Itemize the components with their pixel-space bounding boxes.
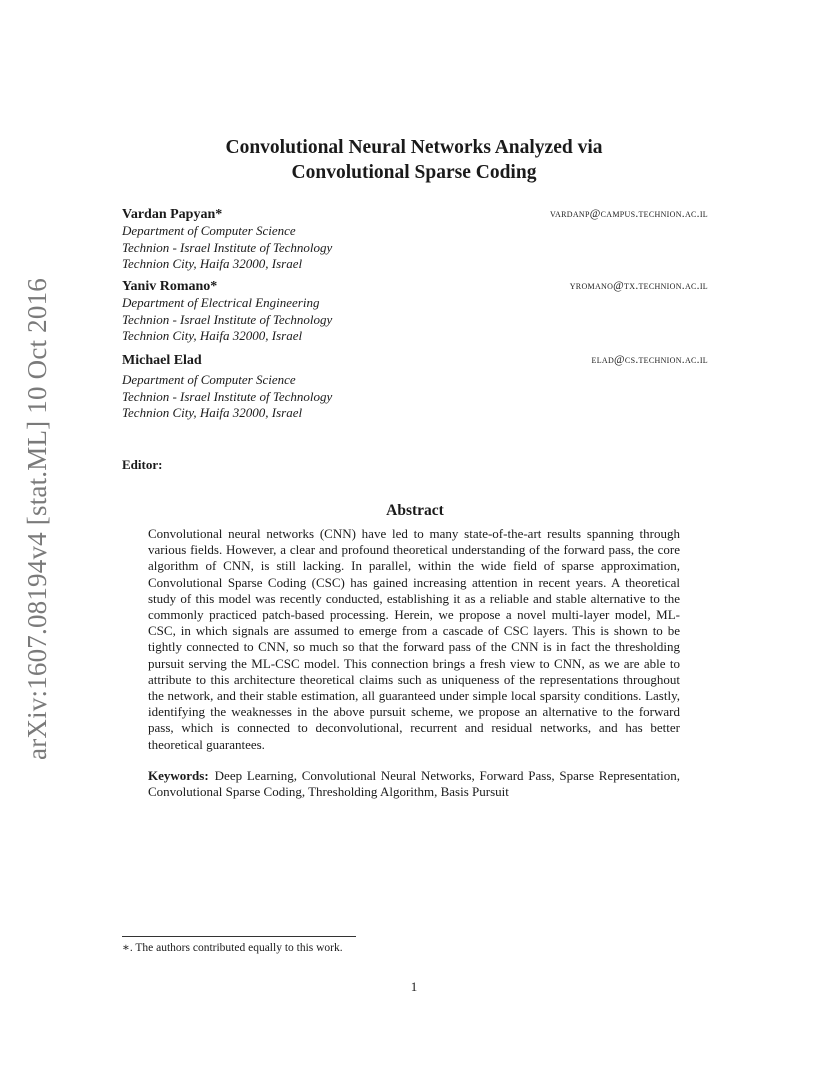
author-name: Vardan Papyan* <box>122 207 223 222</box>
author-email[interactable]: elad@cs.technion.ac.il <box>591 354 708 366</box>
author-affiliation-line: Technion - Israel Institute of Technology <box>122 239 333 255</box>
author-affiliation-line: Technion - Israel Institute of Technology <box>122 388 333 404</box>
abstract-text: Convolutional neural networks (CNN) have led to many state-of-the-art results spanning through various fields. However, a clear and profound theoretical understanding of the forward pass, the core algorithm of CNN, is still lacking. In parallel, within the wide field of sparse approximation, Convolutional Sparse Coding (CSC) has gained increasing attention in recent years. A theoretical study of this model was recently conducted, establishing it as a reliable and stable alternative to the commonly practiced patch-based processing. Herein, we propose a novel multi-layer model, ML-CSC, in which signals are assumed to emerge from a cascade of CSC layers. This is shown to be tightly connected to CNN, so much so that the forward pass of the CNN is in fact the thresholding pursuit serving the ML-CSC model. This connection brings a fresh view to CNN, as we are able to attribute to this architecture theoretical claims such as uniqueness of the representations throughout the network, and their stable estimation, all guaranteed under simple local sparsity conditions. Lastly, identifying the weaknesses in the above pursuit scheme, we propose an alternative to the forward pass, which is connected to deconvolutional, recurrent and residual networks, and has better theoretical guarantees. <box>148 526 680 752</box>
author-affiliation-line: Department of Computer Science <box>122 223 296 238</box>
footnote-rule <box>122 936 356 937</box>
title-line-1: Convolutional Neural Networks Analyzed via <box>225 137 603 158</box>
keywords-label: Keywords: <box>148 768 209 783</box>
author-block-2 <box>122 279 708 345</box>
author-affiliation-line: Technion City, Haifa 32000, Israel <box>122 405 303 420</box>
title-line-2: Convolutional Sparse Coding <box>291 162 537 183</box>
author-block-3 <box>122 353 708 422</box>
page-number: 1 <box>410 979 418 994</box>
author-affiliation-line: Department of Computer Science <box>122 372 296 387</box>
arxiv-identifier: arXiv:1607.08194v4 [stat.ML] 10 Oct 2016 <box>22 278 52 760</box>
paper-title <box>120 135 708 185</box>
author-block-1 <box>122 207 708 273</box>
author-email[interactable]: yromano@tx.technion.ac.il <box>569 280 708 292</box>
author-affiliation-line: Technion City, Haifa 32000, Israel <box>122 256 303 271</box>
abstract-heading: Abstract <box>386 502 444 519</box>
author-email[interactable]: vardanp@campus.technion.ac.il <box>549 208 708 220</box>
editor-label: Editor: <box>122 457 163 472</box>
author-affiliation-line: Department of Electrical Engineering <box>122 295 320 310</box>
author-affiliation-line: Technion City, Haifa 32000, Israel <box>122 328 303 343</box>
author-name: Michael Elad <box>122 353 202 368</box>
keywords-text: Deep Learning, Convolutional Neural Networks, Forward Pass, Sparse Representation, Convolutional Sparse Coding, Thresholding Algorithm, Basis Pursuit <box>148 768 680 800</box>
author-affiliation-line: Technion - Israel Institute of Technology <box>122 311 333 327</box>
footnote: ∗. The authors contributed equally to this work. <box>122 942 343 954</box>
keywords-paragraph <box>148 768 680 800</box>
author-name: Yaniv Romano* <box>122 279 218 294</box>
